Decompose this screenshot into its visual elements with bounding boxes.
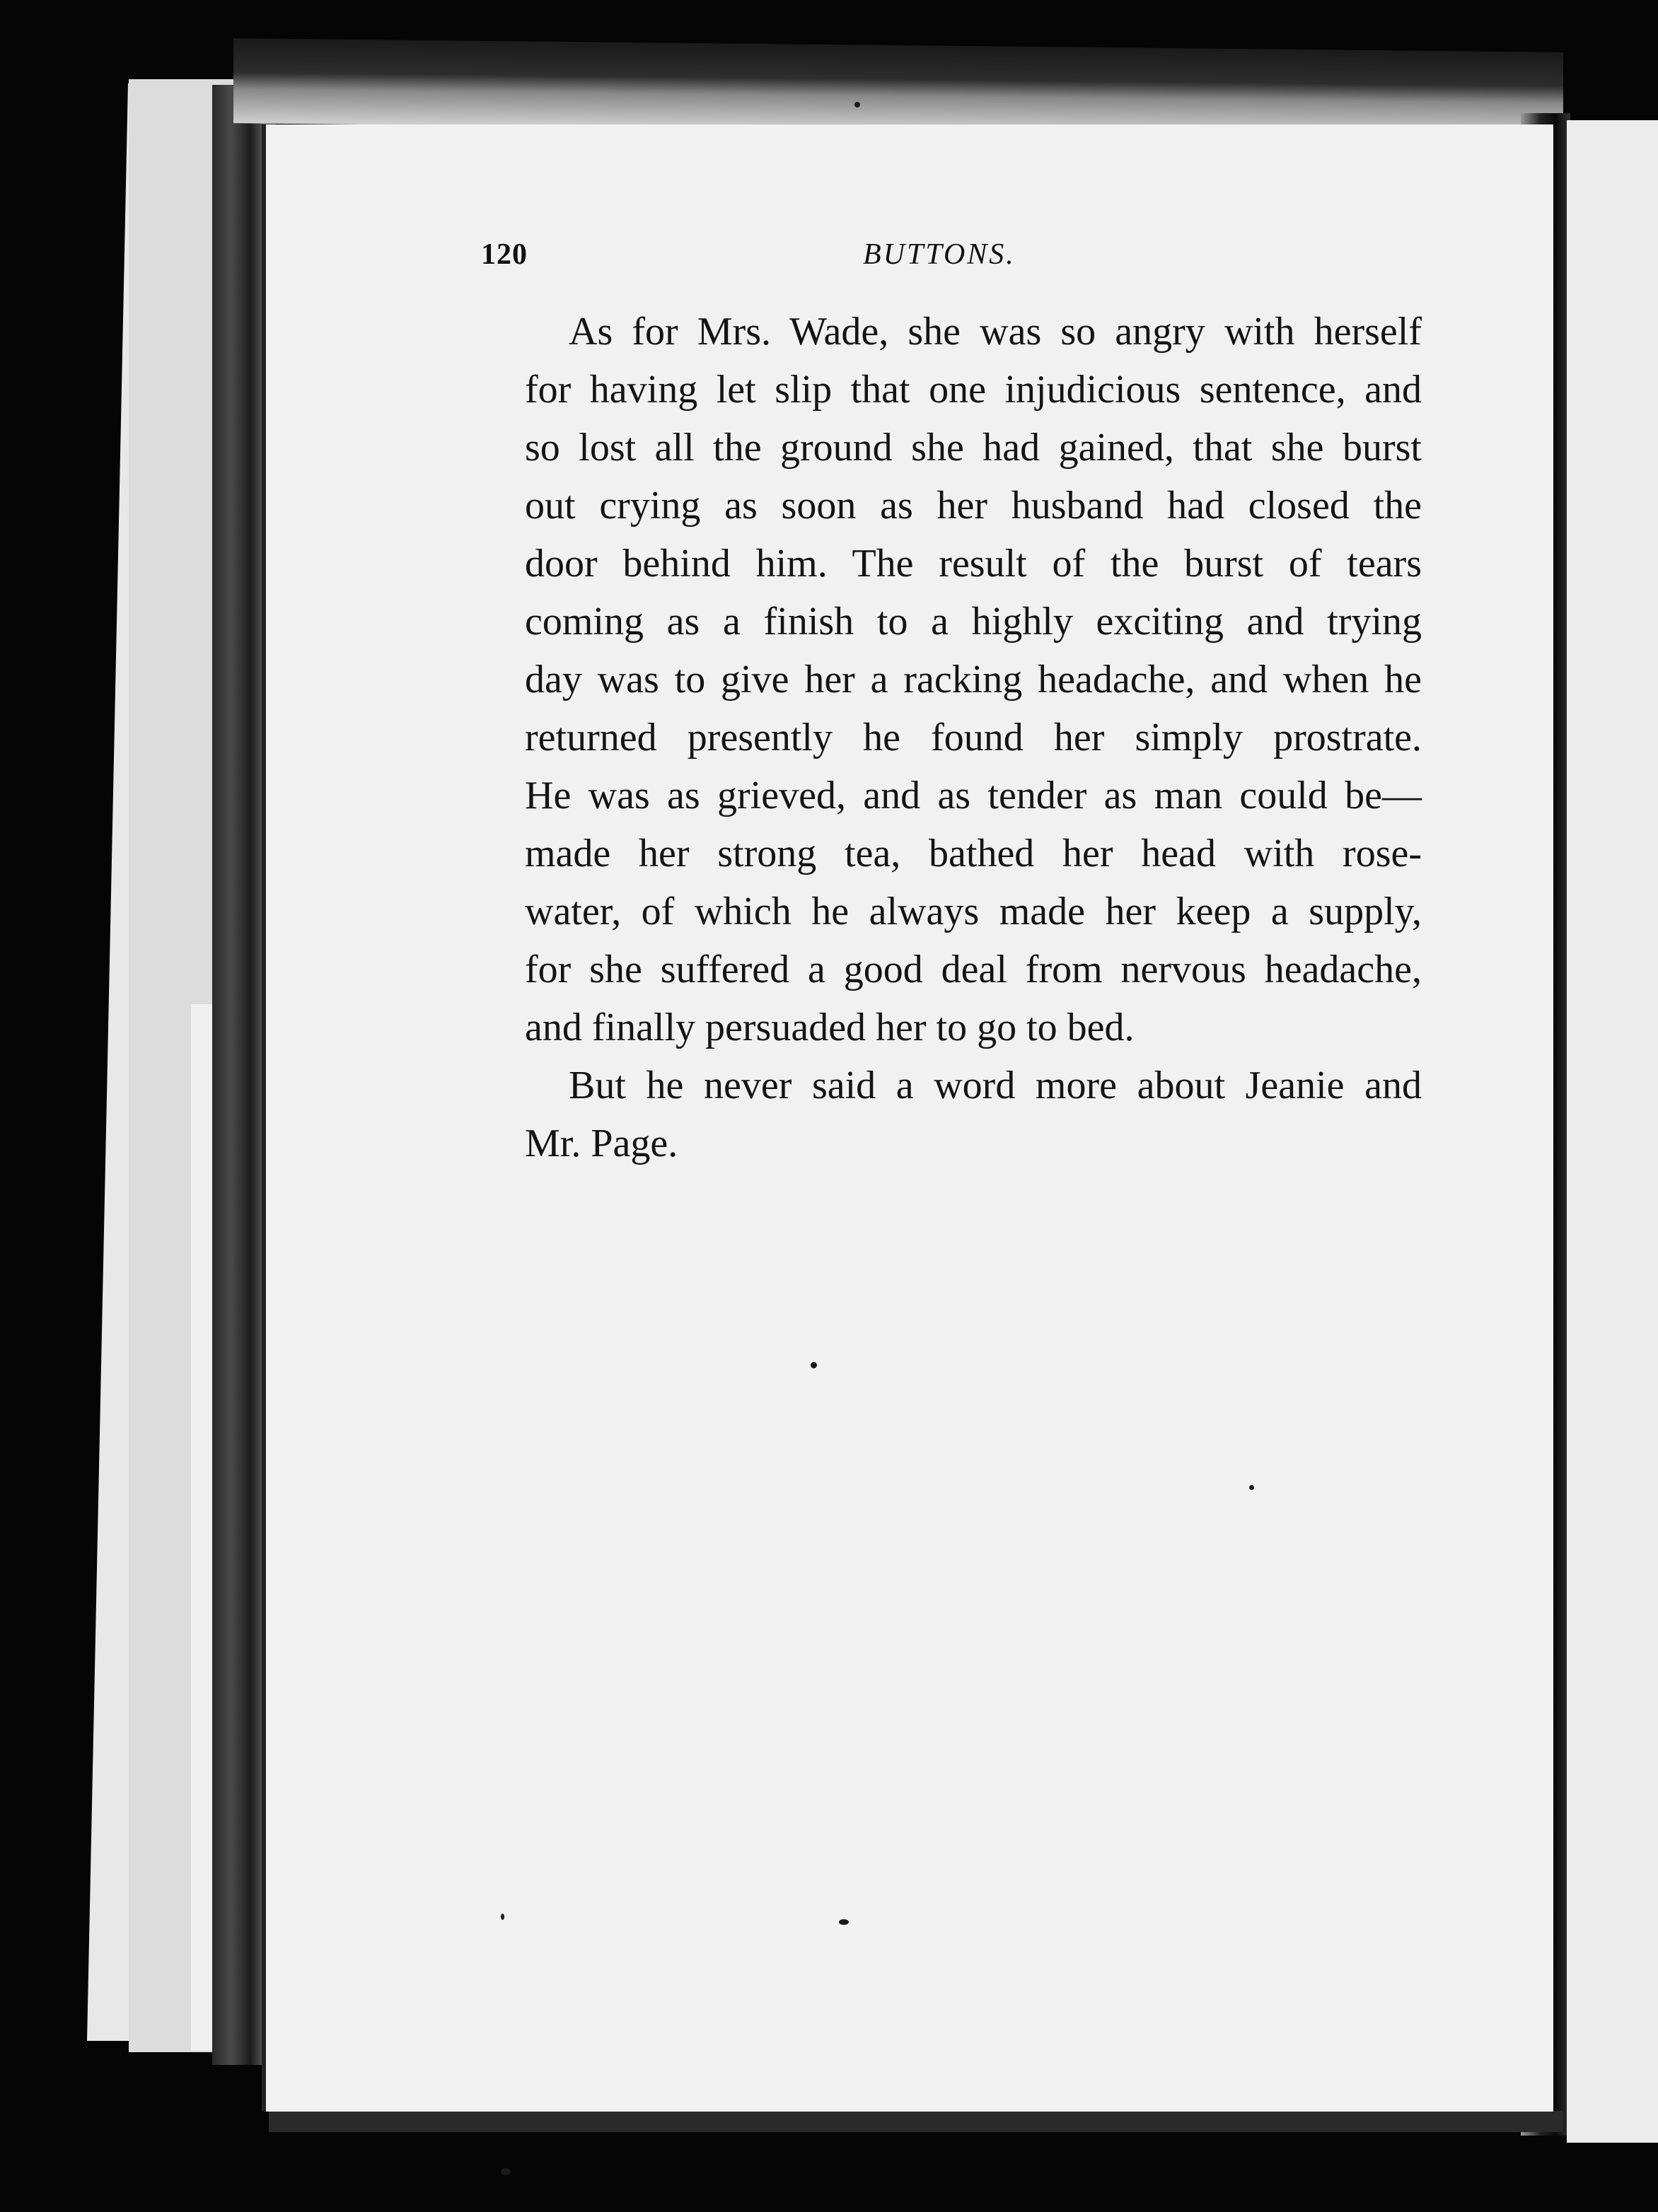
- paragraph-2: [481, 1056, 1422, 1172]
- text-line: Mr. Page.: [525, 1122, 678, 1165]
- page-number: 120: [481, 238, 528, 271]
- ink-speck: [501, 1914, 504, 1920]
- text-line: coming as a finish to a highly exciting and trying: [525, 600, 1422, 644]
- text-line: so lost all the ground she had gained, that she burst: [525, 426, 1422, 470]
- text-line: water, of which he always made her keep a supply,: [525, 890, 1422, 933]
- ink-speck: [839, 1919, 849, 1925]
- text-line: But he never said a word more about Jeanie and: [569, 1064, 1422, 1107]
- page-top-edges: [233, 38, 1563, 137]
- body-text: [481, 303, 1422, 1172]
- text-line: He was as grieved, and as tender as man could be—: [525, 774, 1422, 817]
- text-line: day was to give her a racking headache, and when he: [525, 658, 1422, 702]
- text-line: for having let slip that one injudicious sentence, and: [525, 368, 1422, 412]
- ink-speck: [501, 2168, 511, 2175]
- text-line: and finally persuaded her to go to bed.: [525, 1006, 1135, 1049]
- page-bottom-edge: [269, 2111, 1563, 2132]
- ink-speck: [1249, 1485, 1254, 1490]
- text-line: door behind him. The result of the burst of tears: [525, 542, 1422, 586]
- ink-speck: [854, 102, 860, 107]
- text-line: returned presently he found her simply prostrate.: [525, 716, 1422, 759]
- text-line: As for Mrs. Wade, she was so angry with herself: [569, 310, 1422, 354]
- facing-page: [1567, 120, 1658, 2143]
- text-line: out crying as soon as her husband had closed the: [525, 484, 1422, 528]
- text-line: made her strong tea, bathed her head with rose-: [525, 832, 1422, 875]
- paragraph-1: [481, 303, 1422, 1056]
- running-title: BUTTONS.: [863, 238, 1016, 271]
- ink-speck: [811, 1362, 817, 1368]
- running-head: [481, 238, 1429, 280]
- text-line: for she suffered a good deal from nervous headache,: [525, 948, 1422, 991]
